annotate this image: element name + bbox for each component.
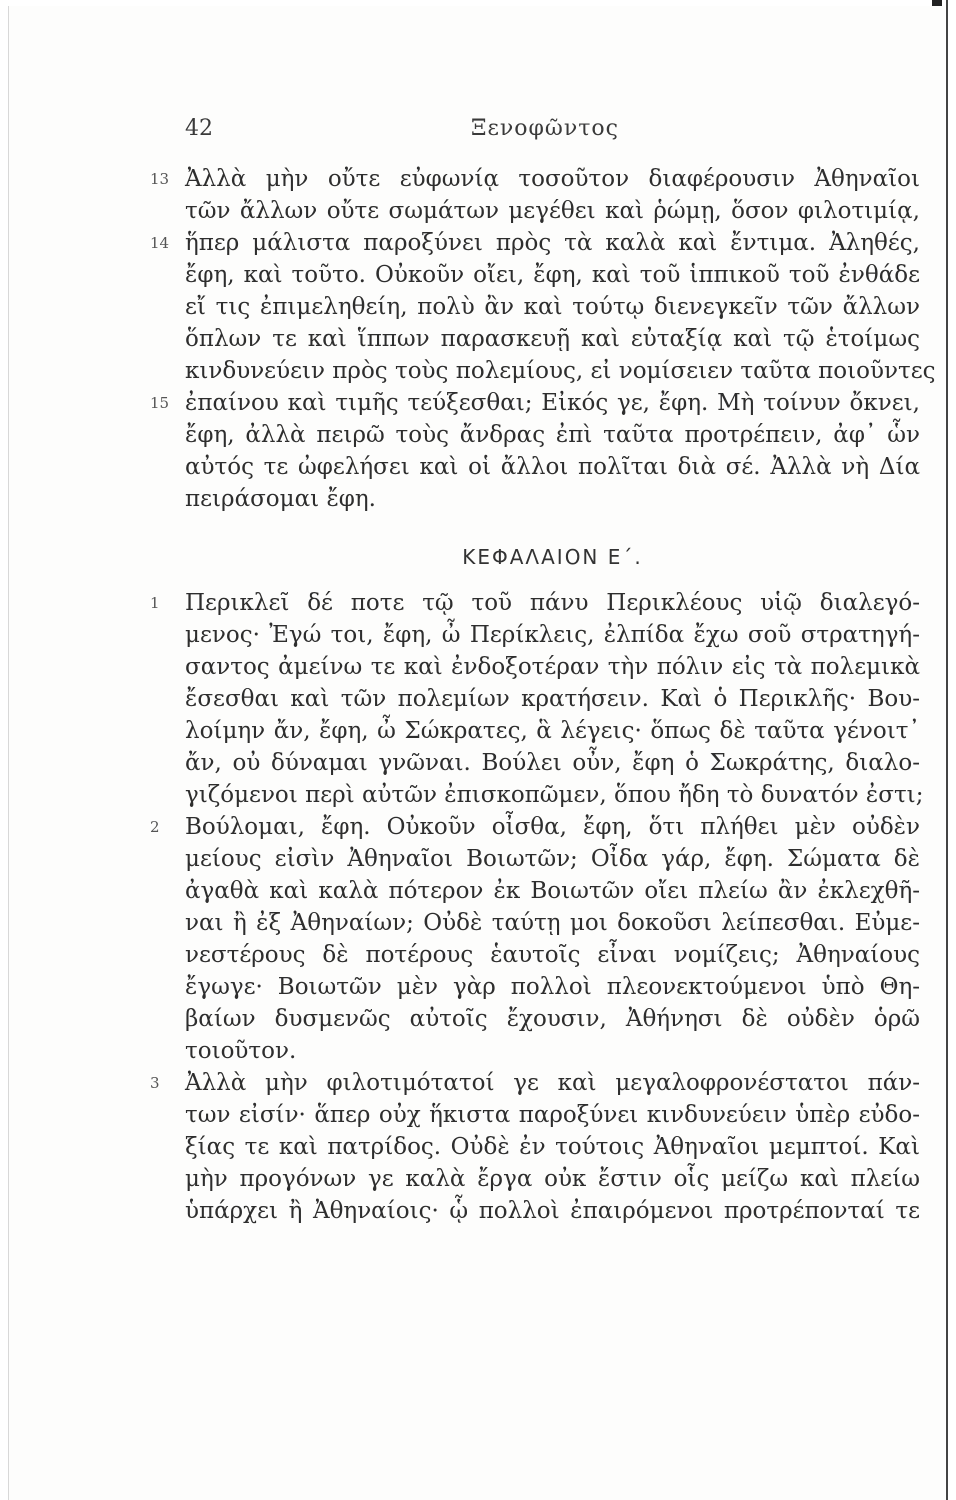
line-text: τοιοῦτον. (185, 1038, 297, 1064)
section-gap (150, 515, 920, 537)
section-number: 2 (150, 818, 160, 836)
line-text: ἀγαθὰ καὶ καλὰ πότερον ἐκ Βοιωτῶν οἴει πλείω ἂν ἐκλεχθῆ- (185, 878, 920, 904)
line-text: Ἀλλὰ μὴν φιλοτιμότατοί γε καὶ μεγαλοφρονέστατοι πάν- (185, 1070, 920, 1096)
line-text: τῶν ἄλλων οὔτε σωμάτων μεγέθει καὶ ῥώμῃ, ὅσον φιλοτιμίᾳ, (185, 198, 920, 224)
text-line (150, 715, 920, 747)
line-text: ἔφη, ἀλλὰ πειρῶ τοὺς ἄνδρας ἐπὶ ταῦτα προτρέπειν, ἀφ᾽ ὧν (185, 422, 920, 448)
line-text: ξίας τε καὶ πατρίδος. Οὐδὲ ἐν τούτοις Ἀθηναῖοι μεμπτοί. Καὶ (185, 1134, 920, 1160)
running-title: Ξενοφῶντος (471, 116, 619, 141)
line-text: μὴν προγόνων γε καλὰ ἔργα οὐκ ἔστιν οἷς μείζω καὶ πλείω (185, 1166, 920, 1192)
text-line (150, 843, 920, 875)
text-line (150, 451, 920, 483)
line-text: αὐτός τε ὠφελήσει καὶ οἱ ἄλλοι πολῖται διὰ σέ. Ἀλλὰ νὴ Δία (185, 454, 920, 480)
text-line (150, 1131, 920, 1163)
text-line (150, 779, 924, 811)
previous-chapter-ending (150, 163, 936, 515)
line-text: κινδυνεύειν πρὸς τοὺς πολεμίους, εἰ νομίσειεν ταῦτα ποιοῦντες (185, 358, 936, 384)
page-edge (946, 0, 948, 1500)
text-line (150, 1035, 920, 1067)
text-line (150, 1195, 920, 1227)
text-line (150, 259, 920, 291)
text-line (150, 163, 920, 195)
section-number: 13 (150, 170, 170, 188)
line-text: ἄν, οὐ δύναμαι γνῶναι. Βούλει οὖν, ἔφη ὁ Σωκράτης, διαλο- (185, 750, 920, 776)
text-line (150, 651, 920, 683)
text-line (150, 419, 920, 451)
line-text: ἥπερ μάλιστα παροξύνει πρὸς τὰ καλὰ καὶ ἔντιμα. Ἀληθές, (185, 230, 920, 256)
text-line (150, 939, 920, 971)
text-line (150, 323, 920, 355)
line-text: των εἰσίν· ἅπερ οὐχ ἥκιστα παροξύνει κινδυνεύειν ὑπὲρ εὐδο- (185, 1102, 920, 1128)
line-text: μενος· Ἐγώ τοι, ἔφη, ὦ Περίκλεις, ἐλπίδα ἔχω σοῦ στρατηγή- (185, 622, 920, 648)
section-number: 1 (150, 594, 160, 612)
text-line (150, 587, 920, 619)
text-line (150, 811, 920, 843)
section-number: 15 (150, 394, 170, 412)
text-line (150, 907, 920, 939)
line-text: ἔγωγε· Βοιωτῶν μὲν γὰρ πολλοὶ πλεονεκτούμενοι ὑπὸ Θη- (185, 974, 920, 1000)
line-text: ἔφη, καὶ τοῦτο. Οὐκοῦν οἴει, ἔφη, καὶ τοῦ ἱππικοῦ τοῦ ἐνθάδε (185, 262, 920, 288)
text-line (150, 355, 936, 387)
chapter-heading: ΚΕΦΑΛΑΙΟΝ Ε΄. (462, 545, 643, 569)
text-line (150, 875, 920, 907)
section-number: 3 (150, 1074, 160, 1092)
line-text: Βούλομαι, ἔφη. Οὐκοῦν οἶσθα, ἔφη, ὅτι πλήθει μὲν οὐδὲν (185, 814, 920, 840)
page-number: 42 (185, 116, 213, 141)
line-text: Περικλεῖ δέ ποτε τῷ τοῦ πάνυ Περικλέους υἱῷ διαλεγό- (185, 590, 920, 616)
section-number: 14 (150, 234, 170, 252)
text-block (150, 163, 936, 1227)
line-text: βαίων δυσμενῶς αὐτοῖς ἔχουσιν, Ἀθήνησι δὲ οὐδὲν ὁρῶ (185, 1006, 920, 1032)
chapter-text (150, 587, 924, 1227)
text-line (150, 747, 920, 779)
text-line (150, 227, 920, 259)
line-text: γιζόμενοι περὶ αὐτῶν ἐπισκοπῶμεν, ὅπου ἤδη τὸ δυνατόν ἐστι; (185, 782, 924, 808)
text-line (150, 683, 920, 715)
line-text: ναι ἢ ἐξ Ἀθηναίων; Οὐδὲ ταύτῃ μοι δοκοῦσι λείπεσθαι. Εὐμε- (185, 910, 920, 936)
text-line (150, 1099, 920, 1131)
text-line (150, 483, 920, 515)
text-line (150, 387, 920, 419)
text-line (150, 1067, 920, 1099)
line-text: μείους εἰσὶν Ἀθηναῖοι Βοιωτῶν; Οἶδα γάρ, ἔφη. Σώματα δὲ (185, 846, 920, 872)
text-line (150, 619, 920, 651)
line-text: πειράσομαι ἔφη. (185, 486, 376, 512)
text-line (150, 971, 920, 1003)
text-line (150, 291, 920, 323)
line-text: λοίμην ἄν, ἔφη, ὦ Σώκρατες, ἃ λέγεις· ὅπως δὲ ταῦτα γένοιτ᾽ (185, 718, 920, 744)
section-gap (150, 577, 920, 587)
line-text: ὅπλων τε καὶ ἵππων παρασκευῇ καὶ εὐταξίᾳ καὶ τῷ ἑτοίμως (185, 326, 920, 352)
text-line (150, 1003, 920, 1035)
line-text: Ἀλλὰ μὴν οὔτε εὐφωνίᾳ τοσοῦτον διαφέρουσιν Ἀθηναῖοι (185, 166, 920, 192)
line-text: ἐπαίνου καὶ τιμῆς τεύξεσθαι; Εἰκός γε, ἔφη. Μὴ τοίνυν ὄκνει, (185, 390, 920, 416)
page-header (185, 116, 905, 146)
line-text: σαντος ἀμείνω τε καὶ ἐνδοξοτέραν τὴν πόλιν εἰς τὰ πολεμικὰ (185, 654, 920, 680)
line-text: ἔσεσθαι καὶ τῶν πολεμίων κρατήσειν. Καὶ ὁ Περικλῆς· Βου- (185, 686, 920, 712)
text-line (150, 1163, 920, 1195)
line-text: ὑπάρχει ἢ Ἀθηναίοις· ᾧ πολλοὶ ἐπαιρόμενοι προτρέπονταί τε (185, 1198, 920, 1224)
text-line (150, 195, 920, 227)
line-text: εἴ τις ἐπιμεληθείη, πολὺ ἂν καὶ τούτῳ διενεγκεῖν τῶν ἄλλων (185, 294, 920, 320)
line-text: νεστέρους δὲ ποτέρους ἑαυτοῖς εἶναι νομίζεις; Ἀθηναίους (185, 942, 920, 968)
